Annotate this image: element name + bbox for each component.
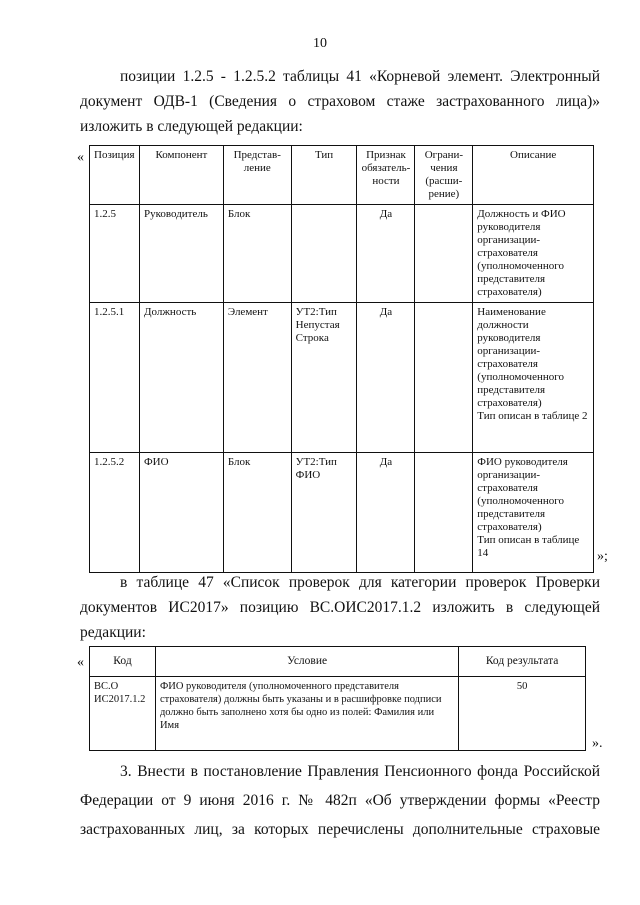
mid-paragraph [80,570,600,645]
header-result-code: Код результата [459,647,586,677]
checks-table [89,646,586,751]
cell-component: Должность [139,303,223,453]
cell-restrictions [415,303,473,453]
positions-table-header [90,146,594,205]
cell-component: ФИО [139,453,223,573]
cell-component: Руководитель [139,205,223,303]
cell-representation: Элемент [223,303,291,453]
bottom-line-2: Федерации от 9 июня 2016 г. № 482п «Об утверждении формы «Реестр [80,792,600,809]
cell-type: УТ2:Тип ФИО [291,453,357,573]
cell-result-code: 50 [459,677,586,751]
cell-code: ВС.О ИС2017.1.2 [90,677,156,751]
cell-position: 1.2.5 [90,205,140,303]
table1-close-quote: »; [597,549,608,564]
header-required: Признак обязатель- ности [357,146,415,205]
cell-type: УТ2:Тип Непустая Строка [291,303,357,453]
cell-representation: Блок [223,205,291,303]
header-restrictions: Ограни- чения (расши- рение) [415,146,473,205]
intro-paragraph [80,64,600,139]
cell-condition: ФИО руководителя (уполномоченного представителя страхователя) должны быть указаны и в расшифровке подписи должно быть заполнено хотя бы одно из полей: Фамилия или Имя [155,677,458,751]
header-component: Компонент [139,146,223,205]
page-number: 10 [313,36,327,51]
cell-restrictions [415,205,473,303]
mid-line-2: документов ИС2017» позицию ВС.ОИС2017.1.2 изложить в следующей [80,599,600,616]
cell-description: Наименование должности руководителя организации-страхователя (уполномоченного представителя страхователя) Тип описан в таблице 2 [473,303,594,453]
cell-required: Да [357,303,415,453]
cell-representation: Блок [223,453,291,573]
cell-required: Да [357,205,415,303]
intro-line-1: позиции 1.2.5 - 1.2.5.2 таблицы 41 «Корневой элемент. Электронный [120,68,600,85]
intro-line-2: документ ОДВ-1 (Сведения о страховом стаже застрахованного лица)» [80,93,600,110]
checks-table-header [90,647,586,677]
cell-position: 1.2.5.2 [90,453,140,573]
cell-required: Да [357,453,415,573]
table1-open-quote: « [77,150,84,165]
mid-line-3: редакции: [80,624,146,641]
header-type: Тип [291,146,357,205]
table-row [90,677,586,751]
cell-type [291,205,357,303]
positions-table [89,145,594,573]
header-description: Описание [473,146,594,205]
table-row [90,205,594,303]
table2-close-quote: ». [592,736,603,751]
table-row [90,303,594,453]
cell-description: ФИО руководителя организации-страхователя (уполномоченного представителя страхователя) Тип описан в таблице 14 [473,453,594,573]
bottom-paragraph [80,757,600,844]
table-row [90,453,594,573]
header-code: Код [90,647,156,677]
cell-restrictions [415,453,473,573]
bottom-line-1: 3. Внести в постановление Правления Пенсионного фонда Российской [120,763,600,780]
header-condition: Условие [155,647,458,677]
bottom-line-3: застрахованных лиц, за которых перечислены дополнительные страховые [80,821,600,838]
header-position: Позиция [90,146,140,205]
table2-open-quote: « [77,655,84,670]
header-representation: Представ- ление [223,146,291,205]
intro-line-3: изложить в следующей редакции: [80,118,303,135]
mid-line-1: в таблице 47 «Список проверок для категории проверок Проверки [120,574,600,591]
cell-position: 1.2.5.1 [90,303,140,453]
cell-description: Должность и ФИО руководителя организации-страхователя (уполномоченного представителя страхователя) [473,205,594,303]
